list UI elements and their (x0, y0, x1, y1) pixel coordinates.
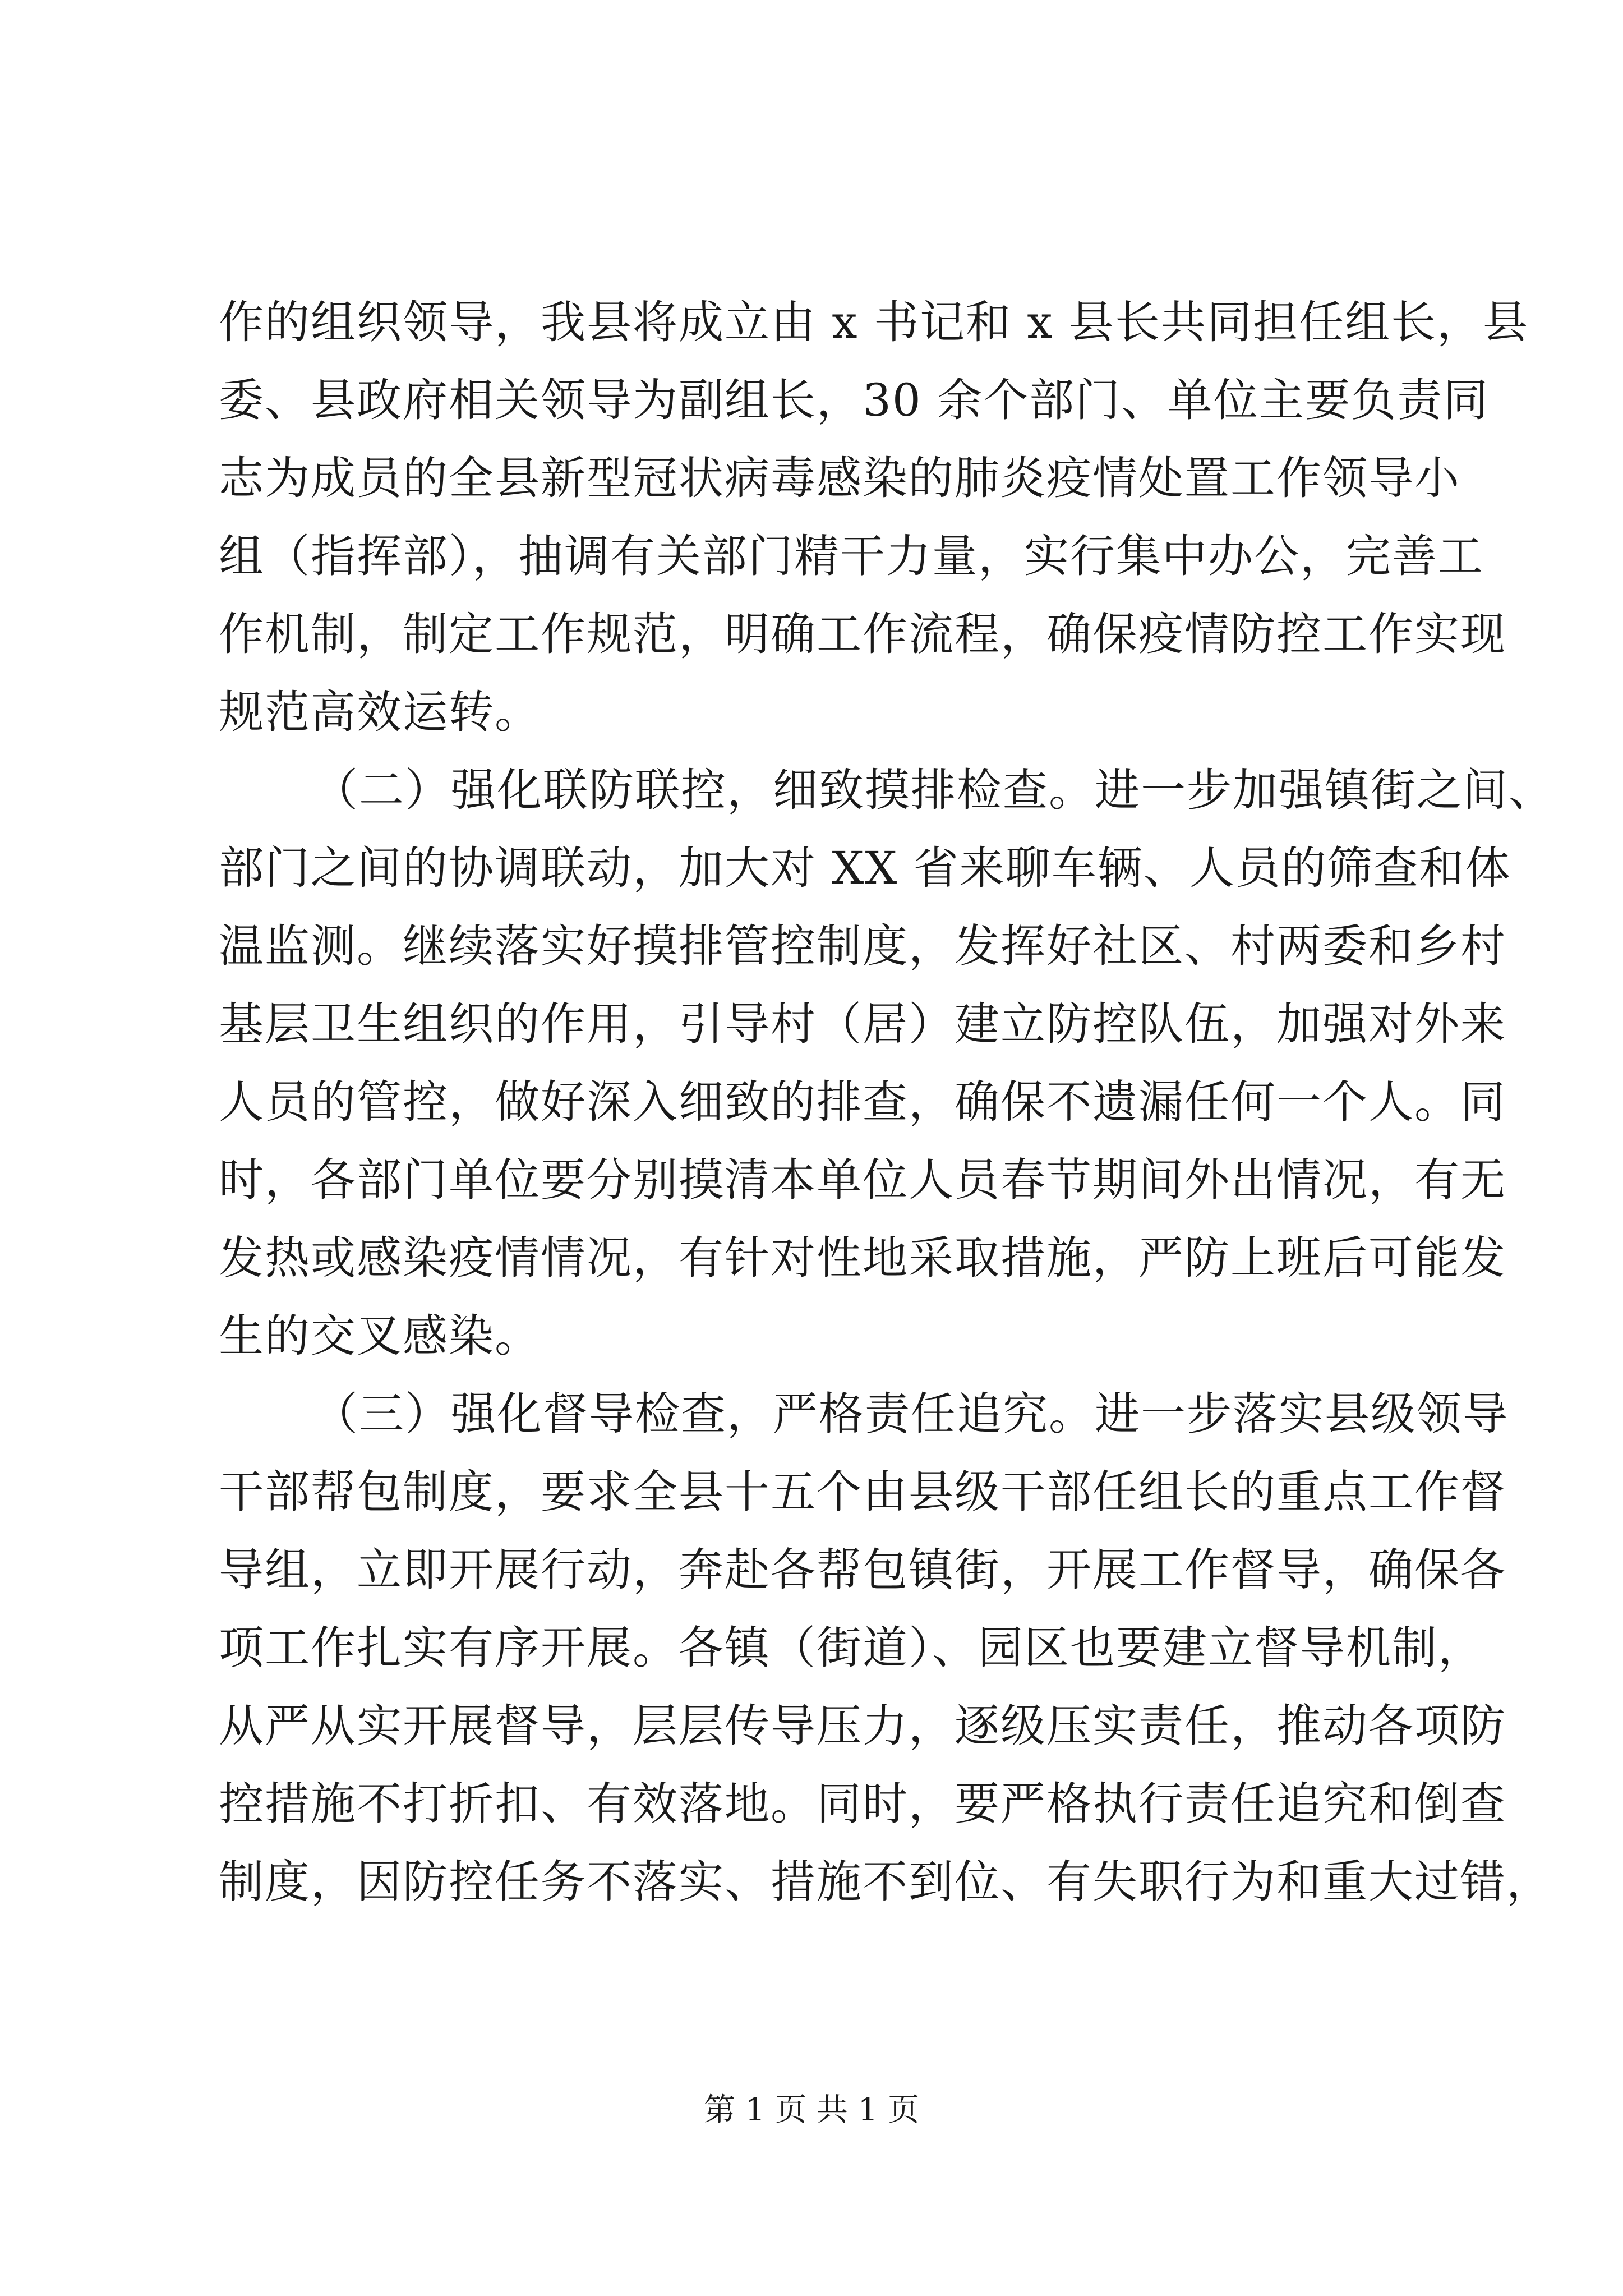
text-line: 从严从实开展督导，层层传导压力，逐级压实责任，推动各项防 (219, 1700, 1506, 1752)
paragraph-heading-line: （三）强化督导检查，严格责任追究。进一步落实县级领导 (313, 1388, 1509, 1440)
text-line: 时，各部门单位要分别摸清本单位人员春节期间外出情况，有无 (219, 1154, 1506, 1206)
text-line: 干部帮包制度，要求全县十五个由县级干部任组长的重点工作督 (219, 1466, 1506, 1518)
text-line: 部门之间的协调联动，加大对 XX 省来聊车辆、人员的筛查和体 (219, 842, 1511, 894)
text-line: 制度，因防控任务不落实、措施不到位、有失职行为和重大过错， (219, 1856, 1552, 1908)
text-line: 基层卫生组织的作用，引导村（居）建立防控队伍，加强对外来 (219, 998, 1506, 1050)
text-line: 控措施不打折扣、有效落地。同时，要严格执行责任追究和倒查 (219, 1778, 1506, 1830)
text-line: 组（指挥部），抽调有关部门精干力量，实行集中办公，完善工 (219, 530, 1484, 582)
text-line: 温监测。继续落实好摸排管控制度，发挥好社区、村两委和乡村 (219, 920, 1506, 972)
text-line: 项工作扎实有序开展。各镇（街道）、园区也要建立督导机制， (219, 1622, 1484, 1674)
text-line: 导组，立即开展行动，奔赴各帮包镇街，开展工作督导，确保各 (219, 1544, 1506, 1596)
paragraph-heading-line: （二）强化联防联控，细致摸排检查。进一步加强镇街之间、 (313, 764, 1555, 816)
text-line: 委、县政府相关领导为副组长，30 余个部门、单位主要负责同 (219, 374, 1490, 426)
text-line: 生的交叉感染。 (219, 1310, 541, 1362)
text-line: 人员的管控，做好深入细致的排查，确保不遗漏任何一个人。同 (219, 1076, 1506, 1128)
text-line: 作的组织领导，我县将成立由 x 书记和 x 县长共同担任组长，县 (219, 296, 1529, 348)
text-line: 志为成员的全县新型冠状病毒感染的肺炎疫情处置工作领导小 (219, 452, 1460, 504)
text-line: 作机制，制定工作规范，明确工作流程，确保疫情防控工作实现 (219, 608, 1506, 660)
text-line: 规范高效运转。 (219, 686, 541, 738)
page-number-footer: 第 1 页 共 1 页 (703, 2092, 920, 2128)
text-line: 发热或感染疫情情况，有针对性地采取措施，严防上班后可能发 (219, 1232, 1506, 1284)
